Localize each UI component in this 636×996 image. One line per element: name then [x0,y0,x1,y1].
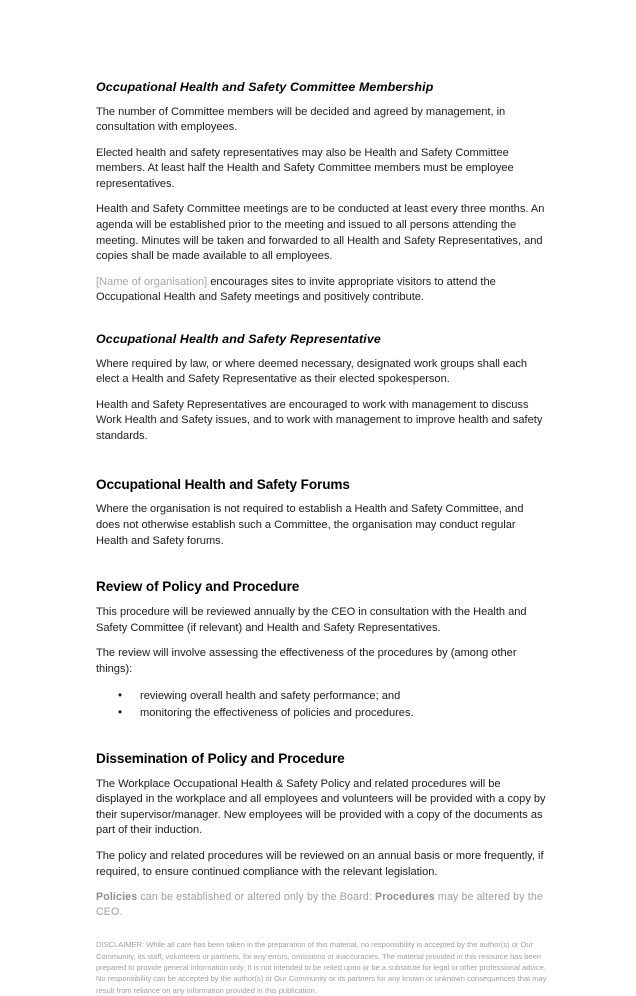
paragraph: The review will involve assessing the effectiveness of the procedures by (among other things): [96,647,517,676]
section-dissemination-of-policy [96,751,547,921]
list-item-label: reviewing overall health and safety performance; and [140,689,401,702]
paragraph: The policy and related procedures will be reviewed on an annual basis or more frequently, if required, to ensure continued compliance with the relevant legislation. [96,849,544,878]
section-heading-safety-representative: Occupational Health and Safety Representative [96,332,381,347]
bullet-list [96,688,547,721]
section-heading-safety-forums: Occupational Health and Safety Forums [96,476,350,492]
section-heading-review-of-policy: Review of Policy and Procedure [96,579,300,595]
paragraph: The number of Committee members will be decided and agreed by management, in consultation with employees. [96,105,506,134]
paragraph: This procedure will be reviewed annually by the CEO in consultation with the Health and Safety Committee (if relevant) and Health and Safety Representatives. [96,606,527,634]
paragraph: Where required by law, or where deemed necessary, designated work groups shall each elect a Health and Safety Representative as their elected spokesperson. [96,357,528,386]
section-safety-representative [96,332,547,444]
policy-note-tail: may be altered by the CEO. [96,891,543,919]
disclaimer-text: DISCLAIMER: While all care has been taken in the preparation of this material, no responsibility is accepted by the author(s) or Our Community, its staff, volunteers or partners, for any errors, omissions or inaccuracies. The material provided in this resource has been prepared to provide general information only. It is not intended to be relied upon or be a substitute for legal or other professional advice. No responsibility can be accepted by the author(s) or Our Community or its partners for any known or unknown consequences that may result from reliance on any information provided in this publication. [96,940,547,995]
paragraph: Where the organisation is not required to establish a Health and Safety Committee, and does not otherwise establish such a Committee, the organisation may conduct regular Health and Safety forums. [96,503,524,547]
list-item [96,688,547,704]
section-heading-dissemination-of-policy: Dissemination of Policy and Procedure [96,750,345,766]
paragraph: The Workplace Occupational Health & Safety Policy and related procedures will be displayed in the workplace and all employees and volunteers will be provided with a copy by their supervisor/manager. New employees will be provided with a copy of the documents as part of their induction. [96,777,546,837]
paragraph: Elected health and safety representatives may also be Health and Safety Committee members. At least half the Health and Safety Committee members must be employee representatives. [96,146,514,190]
section-review-of-policy [96,579,547,720]
policy-note-bold-policies: Policies [96,891,138,904]
bullet-icon: • [118,706,123,719]
policy-note-mid: can be established or altered only by the Board: [137,891,376,904]
disclaimer-block [96,939,551,996]
section-safety-forums [96,477,547,550]
bullet-icon: • [118,689,123,702]
organisation-name-placeholder: [Name of organisation] [96,275,208,288]
paragraph: Health and Safety Committee meetings are to be conducted at least every three months. An agenda will be established prior to the meeting and issued to all persons attending the meeting. Minutes will be taken and forwarded to all Health and Safety Representatives, and copies shall be made available to all employees. [96,203,545,263]
policy-note-bold-procedures: Procedures [375,891,435,904]
section-heading-committee-membership: Occupational Health and Safety Committee Membership [96,80,434,94]
document-body [96,80,547,996]
paragraph-text: encourages sites to invite appropriate visitors to attend the Occupational Health and Safety meetings and positively contribute. [96,275,496,304]
paragraph: Health and Safety Representatives are encouraged to work with management to discuss Work Health and Safety issues, and to work with management to improve health and safety standards. [96,398,543,442]
section-committee-membership [96,80,547,306]
paragraph-with-placeholder [96,275,547,306]
policy-alteration-note [96,890,547,920]
list-item-label: monitoring the effectiveness of policies and procedures. [140,706,414,719]
list-item [96,705,547,721]
